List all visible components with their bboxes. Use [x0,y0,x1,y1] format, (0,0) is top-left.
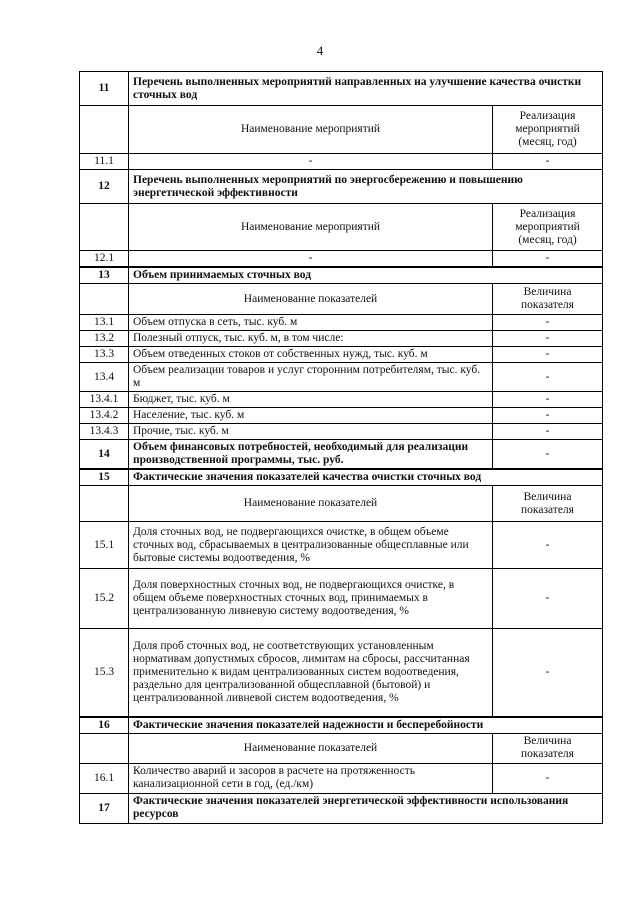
empty-cell [80,204,129,251]
section-number: 14 [80,440,129,470]
row-value: - [493,522,603,569]
column-header-name: Наименование мероприятий [129,106,493,154]
row-value: - [493,251,603,268]
row-name: Прочие, тыс. куб. м [129,424,493,440]
section-number: 13 [80,267,129,284]
row-name: Количество аварий и засоров в расчете на протяженность канализационной сети в год, (ед./км) [129,763,493,793]
row-value: - [493,331,603,347]
column-header-name: Наименование показателей [129,733,493,763]
column-header-name: Наименование показателей [129,284,493,315]
column-header-name: Наименование мероприятий [129,204,493,251]
empty-cell [80,106,129,154]
empty-cell [80,486,129,522]
row-value: - [493,315,603,331]
row-value: - [493,347,603,363]
column-header-value: Величина показателя [493,733,603,763]
row-name: Население, тыс. куб. м [129,408,493,424]
section-number: 17 [80,793,129,823]
empty-cell [80,284,129,315]
row-value: - [493,763,603,793]
row-value: - [493,363,603,392]
row-number: 12.1 [80,251,129,268]
row-number: 15.3 [80,629,129,717]
row-name: Доля поверхностных сточных вод, не подвергающихся очистке, в общем объеме поверхностных сточных вод, принимаемых в централизованную ливневую систему водоотведения, % [129,569,493,629]
row-name: Доля сточных вод, не подвергающихся очистке, в общем объеме сточных вод, сбрасываемых в централизованные общесплавные или бытовые системы водоотведения, % [129,522,493,569]
column-header-name: Наименование показателей [129,486,493,522]
row-name: Бюджет, тыс. куб. м [129,392,493,408]
row-number: 13.2 [80,331,129,347]
column-header-value: Величина показателя [493,284,603,315]
column-header-value: Реализация мероприятий (месяц, год) [493,204,603,251]
row-number: 13.4 [80,363,129,392]
section-number: 12 [80,170,129,204]
row-number: 13.1 [80,315,129,331]
section-title: Фактические значения показателей надежности и бесперебойности [129,717,603,734]
row-number: 15.1 [80,522,129,569]
section-title: Объем финансовых потребностей, необходимый для реализации производственной программы, тыс. руб. [129,440,493,470]
section-number: 15 [80,469,129,486]
section-value: - [493,440,603,470]
column-header-value: Реализация мероприятий (месяц, год) [493,106,603,154]
row-name: Объем отведенных стоков от собственных нужд, тыс. куб. м [129,347,493,363]
row-value: - [493,569,603,629]
row-value: - [493,154,603,170]
empty-cell [80,733,129,763]
section-title: Перечень выполненных мероприятий направленных на улучшение качества очистки сточных вод [129,72,603,106]
row-number: 16.1 [80,763,129,793]
row-number: 13.4.2 [80,408,129,424]
column-header-value: Величина показателя [493,486,603,522]
row-name: - [129,154,493,170]
section-title: Перечень выполненных мероприятий по энергосбережению и повышению энергетической эффективности [129,170,603,204]
section-number: 11 [80,72,129,106]
row-number: 13.4.3 [80,424,129,440]
production-program-table [79,71,603,824]
row-number: 13.3 [80,347,129,363]
section-title: Фактические значения показателей качества очистки сточных вод [129,469,603,486]
row-name: Доля проб сточных вод, не соответствующих установленным нормативам допустимых сбросов, лимитам на сбросы, рассчитанная применительно к видам централизованных систем водоотведения, раздельно для централизованной общесплавной (бытовой) и централизованной ливневой систем водоотведения, % [129,629,493,717]
section-title: Фактические значения показателей энергетической эффективности использования ресурсов [129,793,603,823]
row-value: - [493,392,603,408]
row-number: 13.4.1 [80,392,129,408]
row-value: - [493,629,603,717]
section-number: 16 [80,717,129,734]
row-name: Объем реализации товаров и услуг сторонним потребителям, тыс. куб. м [129,363,493,392]
row-number: 15.2 [80,569,129,629]
row-number: 11.1 [80,154,129,170]
row-value: - [493,408,603,424]
row-name: - [129,251,493,268]
section-title: Объем принимаемых сточных вод [129,267,603,284]
page-number: 4 [316,43,324,58]
row-name: Объем отпуска в сеть, тыс. куб. м [129,315,493,331]
row-value: - [493,424,603,440]
row-name: Полезный отпуск, тыс. куб. м, в том числе: [129,331,493,347]
